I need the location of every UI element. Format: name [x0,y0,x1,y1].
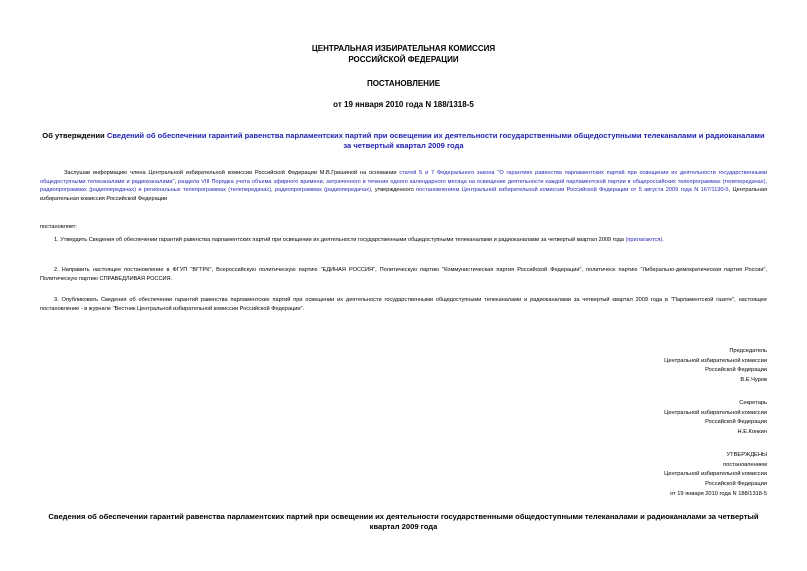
secretary-org: Центральной избирательной комиссии [664,409,767,416]
approved-by: постановлением [723,461,767,468]
intro-paragraph [40,169,767,204]
intro-text-1: Заслушав информацию члена Центральной избирательной комиссии Российской Федерации М.В.Гришиной на основании [64,170,397,176]
resolution-link[interactable]: постановлением Центральной избирательной комиссии Российской Федерации от 5 августа 2009 года N 167/1190-5 [416,187,729,194]
secretary-name: Н.Е.Конкин [737,429,767,436]
item1-text: 1. Утвердить Сведения об обеспечении гарантий равенства парламентских партий при освещении их деятельности государственными общедоступными телеканалами и радиоканалами за четвертый квартал 2009 года [54,237,624,243]
intro-text-2: , [174,178,177,185]
title-link[interactable]: Сведений об обеспечении гарантий равенства парламентских партий при освещении их деятельности государственными общедоступными телеканалами и радиоканалами за четвертый квартал 2009 года [106,131,765,150]
org-name-line2: РОССИЙСКОЙ ФЕДЕРАЦИИ [348,55,459,64]
secretary-title: Секретарь [739,400,767,406]
document-title [40,131,767,151]
title-prefix: Об утверждении [42,131,105,140]
approved-title: УТВЕРЖДЕНЫ [726,452,767,458]
approved-stamp [507,451,767,500]
approved-date-number: от 19 января 2010 года N 188/1318-5 [670,490,767,497]
intro-text-4: , Центральная избирательная комиссия Российской Федерации [40,187,767,203]
intro-text-3: , утвержденного [370,187,414,194]
chair-signature [507,347,767,386]
resolves-label: постановляет: [40,224,77,230]
org-name-line1: ЦЕНТРАЛЬНАЯ ИЗБИРАТЕЛЬНАЯ КОМИССИЯ [311,44,496,53]
law-articles-link[interactable]: статей 5 и 7 Федерального закона "О гарантиях равенства парламентских партий при освещении их деятельности государственными общедоступными телеканалами и радиоканалами" [40,170,767,185]
approved-country: Российской Федерации [705,481,767,488]
document-type: ПОСТАНОВЛЕНИЕ [366,79,441,88]
resolution-item-3: 3. Опубликовать Сведения об обеспечении гарантий равенства парламентских партий при освещении их деятельности государственными общедоступными телеканалами и радиоканалами за четвертый квартал 2009 года в "Парламентской газете", настоящее постановление - в журнале "Вестник Центральной избирательной комиссии Российской Федерации". [40,297,767,312]
procedure-section-link[interactable]: раздела VIII Порядка учета объема эфирного времени, затраченного в течение одного календарного месяца на освещение деятельности каждой парламентской партии в общероссийских телепрограммах (телепередачах), радиопрограммах (радиопередачах) и региональных телепрограммах (телепередачах), радиопрограммах (радиопередачах) [40,178,767,194]
appendix-title: Сведения об обеспечении гарантий равенства парламентских партий при освещении их деятельности государственными общедоступными телеканалами и радиоканалами за четвертый квартал 2009 года [48,512,759,531]
secretary-country: Российской Федерации [705,419,767,426]
chair-country: Российской Федерации [705,367,767,374]
resolution-item-2: 2. Направить настоящее постановление в ФГУП "ВГТРК", Всероссийскую политическую партию "ЕДИНАЯ РОССИЯ", Политическую партию "Коммунистическая партия Российской Федерации", политическ партию "Либерально-демократическая партия России", Политическую партию СПРАВЕДЛИВАЯ РОССИЯ. [40,267,767,282]
approved-org: Центральной избирательной комиссии [664,471,767,478]
chair-org: Центральной избирательной комиссии [664,357,767,364]
attachment-link[interactable]: (прилагаются) [625,237,663,243]
item1-end: . [662,237,664,243]
chair-name: В.Е.Чуров [740,377,767,384]
secretary-signature [507,399,767,438]
resolution-item-1 [40,236,767,245]
document-date-number: от 19 января 2010 года N 188/1318-5 [333,100,474,109]
chair-title: Председатель [729,348,767,354]
